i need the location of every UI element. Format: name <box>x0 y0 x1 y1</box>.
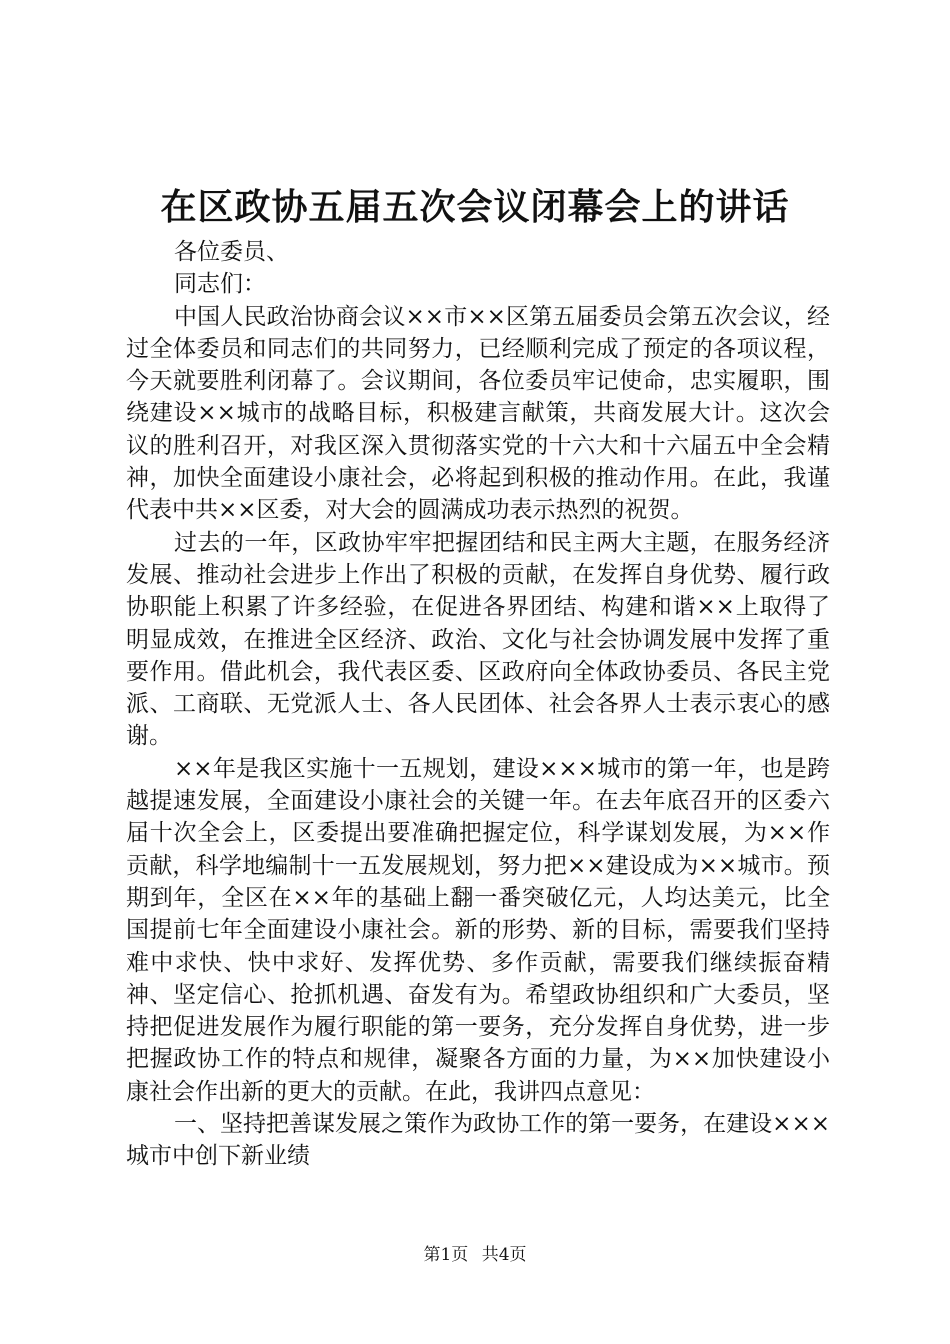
body-paragraph: 过去的一年，区政协牢牢把握团结和民主两大主题，在服务经济发展、推动社会进步上作出了积极的贡献，在发挥自身优势、履行政协职能上积累了许多经验，在促进各界团结、构建和谐××上取得了明显成效，在推进全区经济、政治、文化与社会协调发展中发挥了重要作用。借此机会，我代表区委、区政府向全体政协委员、各民主党派、工商联、无党派人士、各人民团体、社会各界人士表示衷心的感谢。 <box>126 529 830 750</box>
page-footer <box>0 1243 950 1267</box>
body-paragraph: 中国人民政治协商会议××市××区第五届委员会第五次会议，经过全体委员和同志们的共同努力，已经顺利完成了预定的各项议程，今天就要胜利闭幕了。会议期间，各位委员牢记使命，忠实履职，围绕建设××城市的战略目标，积极建言献策，共商发展大计。这次会议的胜利召开，对我区深入贯彻落实党的十六大和十六届五中全会精神，加快全面建设小康社会，必将起到积极的推动作用。在此，我谨代表中共××区委，对大会的圆满成功表示热烈的祝贺。 <box>126 303 830 524</box>
salutation-line: 各位委员、 <box>174 239 289 265</box>
section-heading: 一、坚持把善谋发展之策作为政协工作的第一要务，在建设×××城市中创下新业绩 <box>126 1111 830 1170</box>
document-body <box>126 236 830 1173</box>
document-title: 在区政协五届五次会议闭幕会上的讲话 <box>160 186 790 228</box>
page-number: 第1页 <box>423 1245 469 1265</box>
body-paragraph: ××年是我区实施十一五规划，建设×××城市的第一年，也是跨越提速发展，全面建设小康社会的关键一年。在去年底召开的区委六届十次全会上，区委提出要准确把握定位，科学谋划发展，为××作贡献，科学地编制十一五发展规划，努力把××建设成为××城市。预期到年，全区在××年的基础上翻一番突破亿元，人均达美元，比全国提前七年全面建设小康社会。新的形势、新的目标，需要我们坚持难中求快、快中求好、发挥优势、多作贡献，需要我们继续振奋精神、坚定信心、抢抓机遇、奋发有为。希望政协组织和广大委员，坚持把促进发展作为履行职能的第一要务，充分发挥自身优势，进一步把握政协工作的特点和规律，凝聚各方面的力量，为××加快建设小康社会作出新的更大的贡献。在此，我讲四点意见： <box>126 755 830 1105</box>
salutation-line: 同志们： <box>174 271 266 298</box>
page-total: 共4页 <box>481 1245 527 1265</box>
